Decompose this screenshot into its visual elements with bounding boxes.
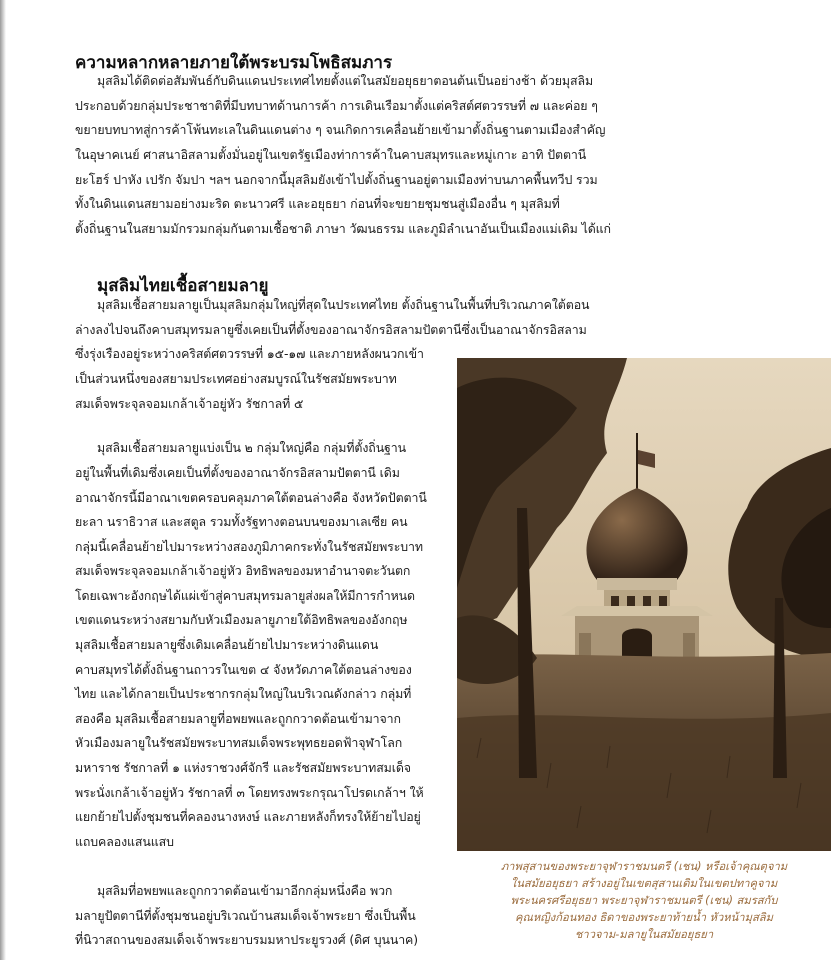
text-line: สมเด็จพระจุลจอมเกล้าเจ้าอยู่หัว รัชกาลที่ ๕ xyxy=(75,396,304,411)
tomb-photo xyxy=(457,358,831,851)
text-line: สองคือ มุสลิมเชื้อสายมลายูที่อพยพและถูกกวาดต้อนเข้ามาจาก xyxy=(75,711,401,726)
photo-caption-line: ภาพสุสานของพระยาจุฬาราชมนตรี (เชน) หรือเจ้าคุณตุจาม xyxy=(500,860,788,873)
text-line: มหาราช รัชกาลที่ ๑ แห่งราชวงศ์จักรี และรัชสมัยพระบาทสมเด็จ xyxy=(75,760,411,775)
photo-caption-line: ในสมัยอยุธยา สร้างอยู่ในเขตสุสานเดิมในเขตปทาคูจาม xyxy=(510,877,778,890)
text-line: มุสลิมได้ติดต่อสัมพันธ์กับดินแดนประเทศไทยตั้งแต่ในสมัยอยุธยาตอนต้นเป็นอย่างช้า ด้วยมุสลิม xyxy=(97,73,594,88)
text-line: กลุ่มนี้เคลื่อนย้ายไปมาระหว่างสองภูมิภาคกระทั่งในรัชสมัยพระบาท xyxy=(75,539,423,554)
text-line: ประกอบด้วยกลุ่มประชาชาติที่มีบทบาทด้านการค้า การเดินเรือมาตั้งแต่คริสต์ศตวรรษที่ ๗ และค่อย ๆ xyxy=(75,98,598,113)
photo-caption-line: ชาวจาม-มลายูในสมัยอยุธยา xyxy=(574,928,714,941)
text-line: ขยายบทบาทสู่การค้าโพ้นทะเลในดินแดนต่าง ๆ จนเกิดการเคลื่อนย้ายเข้ามาตั้งถิ่นฐานตามเมืองสำคัญ xyxy=(75,122,606,137)
text-line: คาบสมุทรได้ตั้งถิ่นฐานถาวรในเขต ๔ จังหวัดภาคใต้ตอนล่างของ xyxy=(75,662,412,677)
photo-caption-line: พระนครศรีอยุธยา พระยาจุฬาราชมนตรี (เชน) สมรสกับ xyxy=(510,894,778,907)
section-heading-diversity: ความหลากหลายภายใต้พระบรมโพธิสมภาร xyxy=(75,53,393,73)
text-line: ไทย และได้กลายเป็นประชากรกลุ่มใหญ่ในบริเวณดังกล่าว กลุ่มที่ xyxy=(75,686,412,701)
text-line: เป็นส่วนหนึ่งของสยามประเทศอย่างสมบูรณ์ในรัชสมัยพระบาท xyxy=(75,371,397,386)
text-line: มุสลิมเชื้อสายมลายูแบ่งเป็น ๒ กลุ่มใหญ่คือ กลุ่มที่ตั้งถิ่นฐาน xyxy=(97,440,407,455)
text-line: มลายูปัตตานีที่ตั้งชุมชนอยู่บริเวณบ้านสมเด็จเจ้าพระยา ซึ่งเป็นพื้น xyxy=(75,908,416,923)
tomb-mosque-photo-icon xyxy=(457,358,831,851)
text-line: อาณาจักรนี้มีอาณาเขตครอบคลุมภาคใต้ตอนล่างคือ จังหวัดปัตตานี xyxy=(75,490,427,505)
text-line: ตั้งถิ่นฐานในสยามมักรวมกลุ่มกันตามเชื้อชาติ ภาษา วัฒนธรรม และภูมิลำเนาอันเป็นเมืองแม่เดิม ได้แก่ xyxy=(75,221,611,236)
text-line: สมเด็จพระจุลจอมเกล้าเจ้าอยู่หัว อิทธิพลของมหาอำนาจตะวันตก xyxy=(75,563,411,578)
text-line: โดยเฉพาะอังกฤษได้แผ่เข้าสู่คาบสมุทรมลายูส่งผลให้มีการกำหนด xyxy=(75,588,415,603)
text-line: ล่างลงไปจนถึงคาบสมุทรมลายูซึ่งเคยเป็นที่ตั้งของอาณาจักรอิสลามปัตตานีซึ่งเป็นอาณาจักรอิสลาม xyxy=(75,322,587,337)
page-edge-shadow xyxy=(0,0,6,960)
text-line: เขตแดนระหว่างสยามกับหัวเมืองมลายูภายใต้อิทธิพลของอังกฤษ xyxy=(75,612,408,627)
text-line: ทั้งในดินแดนสยามอย่างมะริด ตะนาวศรี และอยุธยา ก่อนที่จะขยายชุมชนสู่เมืองอื่น ๆ มุสลิมที่ xyxy=(75,196,560,211)
text-line: แถบคลองแสนแสบ xyxy=(75,834,174,849)
text-line: มุสลิมที่อพยพและถูกกวาดต้อนเข้ามาอีกกลุ่มหนึ่งคือ พวก xyxy=(97,883,393,898)
text-line: แยกย้ายไปตั้งชุมชนที่คลองนางหงษ์ และภายหลังก็ทรงให้ย้ายไปอยู่ xyxy=(75,809,421,824)
text-line: ยะลา นราธิวาส และสตูล รวมทั้งรัฐทางตอนบนของมาเลเซีย คน xyxy=(75,514,408,529)
text-line: ซึ่งรุ่งเรืองอยู่ระหว่างคริสต์ศตวรรษที่ ๑๕-๑๗ และภายหลังผนวกเข้า xyxy=(75,346,424,361)
text-line: ในอุษาคเนย์ ศาสนาอิสลามตั้งมั่นอยู่ในเขตรัฐเมืองท่าการค้าในคาบสมุทรและหมู่เกาะ อาทิ ปัตตานี xyxy=(75,147,587,162)
text-line: ที่นิวาสถานของสมเด็จเจ้าพระยาบรมมหาประยูรวงศ์ (ดิศ บุนนาค) xyxy=(75,932,418,947)
text-line: มุสลิมเชื้อสายมลายูเป็นมุสลิมกลุ่มใหญ่ที่สุดในประเทศไทย ตั้งถิ่นฐานในพื้นที่บริเวณภาคใต้ตอน xyxy=(97,297,590,312)
section-heading-malay-muslims: มุสลิมไทยเชื้อสายมลายู xyxy=(97,276,269,296)
text-line: อยู่ในพื้นที่เดิมซึ่งเคยเป็นที่ตั้งของอาณาจักรอิสลามปัตตานี เดิม xyxy=(75,465,400,480)
text-line: มุสลิมเชื้อสายมลายูซึ่งเดิมเคลื่อนย้ายไปมาระหว่างดินแดน xyxy=(75,637,379,652)
text-line: พระนั่งเกล้าเจ้าอยู่หัว รัชกาลที่ ๓ โดยทรงพระกรุณาโปรดเกล้าฯ ให้ xyxy=(75,785,424,800)
photo-caption-line: คุณหญิงก้อนทอง ธิดาของพระยาท้ายน้ำ หัวหน้ามุสลิม xyxy=(514,911,773,924)
text-line: ยะโฮร์ ปาหัง เปรัก จัมปา ฯลฯ นอกจากนี้มุสลิมยังเข้าไปตั้งถิ่นฐานอยู่ตามเมืองท่าบนภาคพื้นทวีป รวม xyxy=(75,172,598,187)
text-line: หัวเมืองมลายูในรัชสมัยพระบาทสมเด็จพระพุทธยอดฟ้าจุฬาโลก xyxy=(75,735,403,750)
